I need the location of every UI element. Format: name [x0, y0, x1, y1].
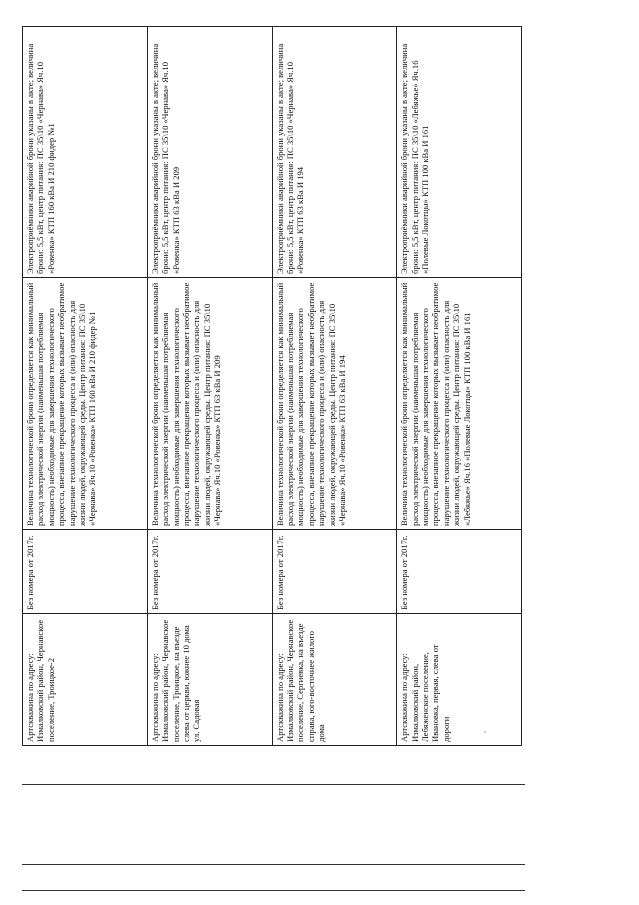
document-cell: Без номера от 2017г.: [148, 529, 272, 613]
description-cell: Величина технологической брони определяется как минимальный расход электрической энергии (наименьшая потребляемая мощность) необходимые для завершения технологического процесса, внезапное прекращение которых вызывает необратимое нарушение технологического процесса и (или) опасность для жизни людей, окружающей среды. Центр питания: ПС 35\10 «Чернава» Яч.10 «Ровенка» КТП 160 кВа И 210 фидер №1: [23, 277, 147, 529]
info-cell: Электроприёмники аварийной брони указаны в акте; величина брони: 5,5 кВт, центр питания: ПС 35\10 «Чернава» Яч.10 «Ровенка» КТП 63 кВа И 209: [149, 43, 181, 274]
document-cell: Без номера от 2017г.: [397, 529, 521, 613]
info-cell: Электроприёмники аварийной брони указаны в акте; величина брони: 5,5 кВт, центр питания: ПС 35\10 «Лебяжье» Яч.16 «Полевые Локотцы» КТП 100 кВа И 161: [399, 43, 431, 274]
info-cell: Электроприёмники аварийной брони указаны в акте; величина брони: 5,5 кВт, центр питания: ПС 35\10 «Чернава» Яч.10 «Ровенка» КТП 63 кВа И 194: [274, 43, 306, 274]
table-row: [272, 26, 397, 746]
table-row: [396, 26, 522, 746]
address-cell: Артскважина по адресу: Измалковский район, Чернавское поселение, Троицкое, на въезде слева от церкви, южнее 10 дома ул. Садовая: [148, 613, 272, 745]
info-cell: Электроприёмники аварийной брони указаны в акте; величина брони: 5,5 кВт, центр питания: ПС 35\10 «Чернава» Яч.10 «Ровенка» КТП 160 кВа И 210 фидер №1: [25, 43, 56, 274]
blank-rule: [22, 784, 525, 785]
description-cell: Величина технологической брони определяется как минимальный расход электрической энергии (наименьшая потребляемая мощность) необходимые для завершения технологического процесса, внезапное прекращение которых вызывает необратимое нарушение технологического процесса и (или) опасность для жизни людей, окружающей среды. Центр питания: ПС 35\10 «Чернава» Яч.10 «Ровенка» КТП 63 кВа И 194: [273, 277, 397, 529]
description-cell: Величина технологической брони определяется как минимальный расход электрической энергии (наименьшая потребляемая мощность) необходимые для завершения технологического процесса, внезапное прекращение которых вызывает необратимое нарушение технологического процесса и (или) опасность для жизни людей, окружающей среды. Центр питания: ПС 35\10 «Лебяжье» Яч.16 «Полевые Локотцы» КТП 100 кВа И 161: [397, 277, 521, 529]
address-cell: Артскважина по адресу: Измалковский район, Чернавское поселение, Троицкое-2: [23, 613, 147, 745]
blank-rule: [22, 890, 525, 891]
document-cell: Без номера от 2017г.: [273, 529, 397, 613]
table-row: [147, 26, 272, 746]
table-row: [22, 26, 147, 746]
description-cell: Величина технологической брони определяется как минимальный расход электрической энергии (наименьшая потребляемая мощность) необходимые для завершения технологического процесса, внезапное прекращение которых вызывает необратимое нарушение технологического процесса и (или) опасность для жизни людей, окружающей среды. Центр питания: ПС 35\10 «Чернава» Яч.10 «Ровенка» КТП 63 кВа И 209: [148, 277, 272, 529]
address-cell: Артскважина по адресу: Измалковский район, Чернавское поселение, Сергиевка, на въезде справа, юго-восточнее жилого дома: [273, 613, 397, 745]
scan-speck: [484, 731, 486, 733]
blank-rule: [22, 864, 525, 865]
document-cell: Без номера от 2017г.: [23, 529, 147, 613]
address-cell: Артскважина по адресу: Измалковский район, Лебяженское поселение, Ивановка, первая, слева от дороги: [397, 613, 521, 745]
emergency-reserve-table: [22, 26, 522, 746]
rotated-table-wrapper: [22, 26, 522, 746]
